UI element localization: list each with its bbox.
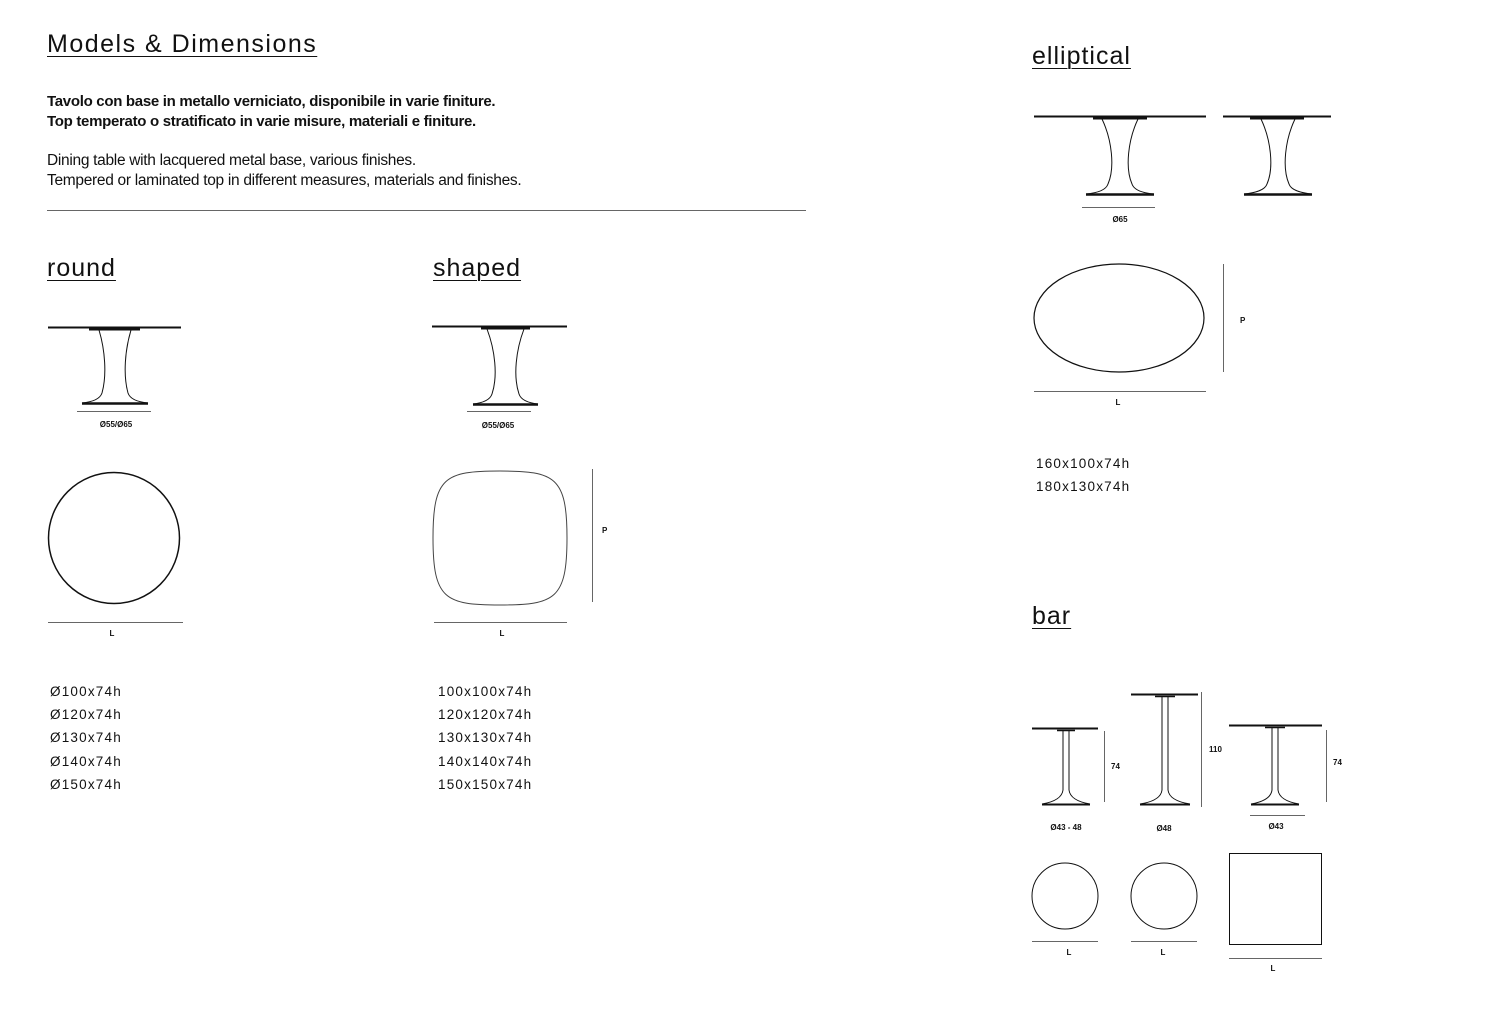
elliptical-depth-label: P xyxy=(1240,316,1246,325)
bar-top-view-3 xyxy=(1229,854,1322,959)
bar-2-height-label: 110 xyxy=(1209,745,1222,754)
bar-top-view-2 xyxy=(1131,863,1197,942)
bar-side-view-2 xyxy=(1131,692,1202,807)
elliptical-side-view-long xyxy=(1034,117,1206,208)
round-base-dimension-label: Ø55/Ø65 xyxy=(99,420,133,429)
round-top-view xyxy=(48,473,183,623)
list-item: 150x150x74h xyxy=(438,776,533,792)
description-italian-line-1: Tavolo con base in metallo verniciato, disponibile in varie finiture. xyxy=(47,93,496,110)
bar-3-height-label: 74 xyxy=(1333,758,1342,767)
list-item: Ø150x74h xyxy=(50,776,122,792)
bar-3-base-dimension-label: Ø43 xyxy=(1268,822,1284,831)
elliptical-base-dimension-label: Ø65 xyxy=(1112,215,1128,224)
elliptical-section-title: elliptical xyxy=(1032,42,1131,70)
list-item: Ø130x74h xyxy=(50,730,122,746)
shaped-size-list xyxy=(438,680,532,796)
list-item: 140x140x74h xyxy=(438,753,533,769)
round-side-view xyxy=(48,328,181,412)
list-item: 120x120x74h xyxy=(438,707,533,723)
description-italian-line-2: Top temperato o stratificato in varie misure, materiali e finiture. xyxy=(47,113,476,130)
list-item: Ø140x74h xyxy=(50,753,122,769)
elliptical-top-view xyxy=(1034,264,1224,392)
bar-2-length-label: L xyxy=(1160,948,1166,957)
elliptical-side-view-short xyxy=(1223,117,1331,195)
shaped-depth-label: P xyxy=(602,526,608,535)
list-item: 100x100x74h xyxy=(438,684,533,699)
bar-side-view-1 xyxy=(1032,729,1105,805)
list-item: Ø120x74h xyxy=(50,707,122,723)
shaped-side-view xyxy=(432,327,567,412)
list-item: 180x130x74h xyxy=(1036,479,1131,495)
shaped-base-dimension-label: Ø55/Ø65 xyxy=(481,421,515,430)
bar-3-length-label: L xyxy=(1270,964,1276,973)
round-size-list xyxy=(50,680,122,796)
list-item: 130x130x74h xyxy=(438,730,533,746)
list-item: 160x100x74h xyxy=(1036,456,1131,471)
shaped-top-view xyxy=(433,469,593,623)
page-title: Models & Dimensions xyxy=(47,30,318,58)
list-item: Ø100x74h xyxy=(50,684,122,699)
shaped-section-title: shaped xyxy=(433,254,522,282)
description-english-line-2: Tempered or laminated top in different measures, materials and finishes. xyxy=(47,172,522,189)
bar-top-view-1 xyxy=(1032,863,1098,942)
bar-2-base-dimension-label: Ø48 xyxy=(1156,824,1172,833)
bar-side-view-3 xyxy=(1229,726,1327,816)
bar-1-height-label: 74 xyxy=(1111,762,1120,771)
round-section-title: round xyxy=(47,254,116,282)
bar-section-title: bar xyxy=(1032,602,1072,630)
round-length-label: L xyxy=(109,629,115,638)
description-english-line-1: Dining table with lacquered metal base, various finishes. xyxy=(47,152,416,169)
bar-1-base-dimension-label: Ø43 - 48 xyxy=(1050,823,1082,832)
shaped-length-label: L xyxy=(499,629,505,638)
elliptical-length-label: L xyxy=(1115,398,1121,407)
bar-1-length-label: L xyxy=(1066,948,1072,957)
elliptical-size-list xyxy=(1036,452,1130,498)
